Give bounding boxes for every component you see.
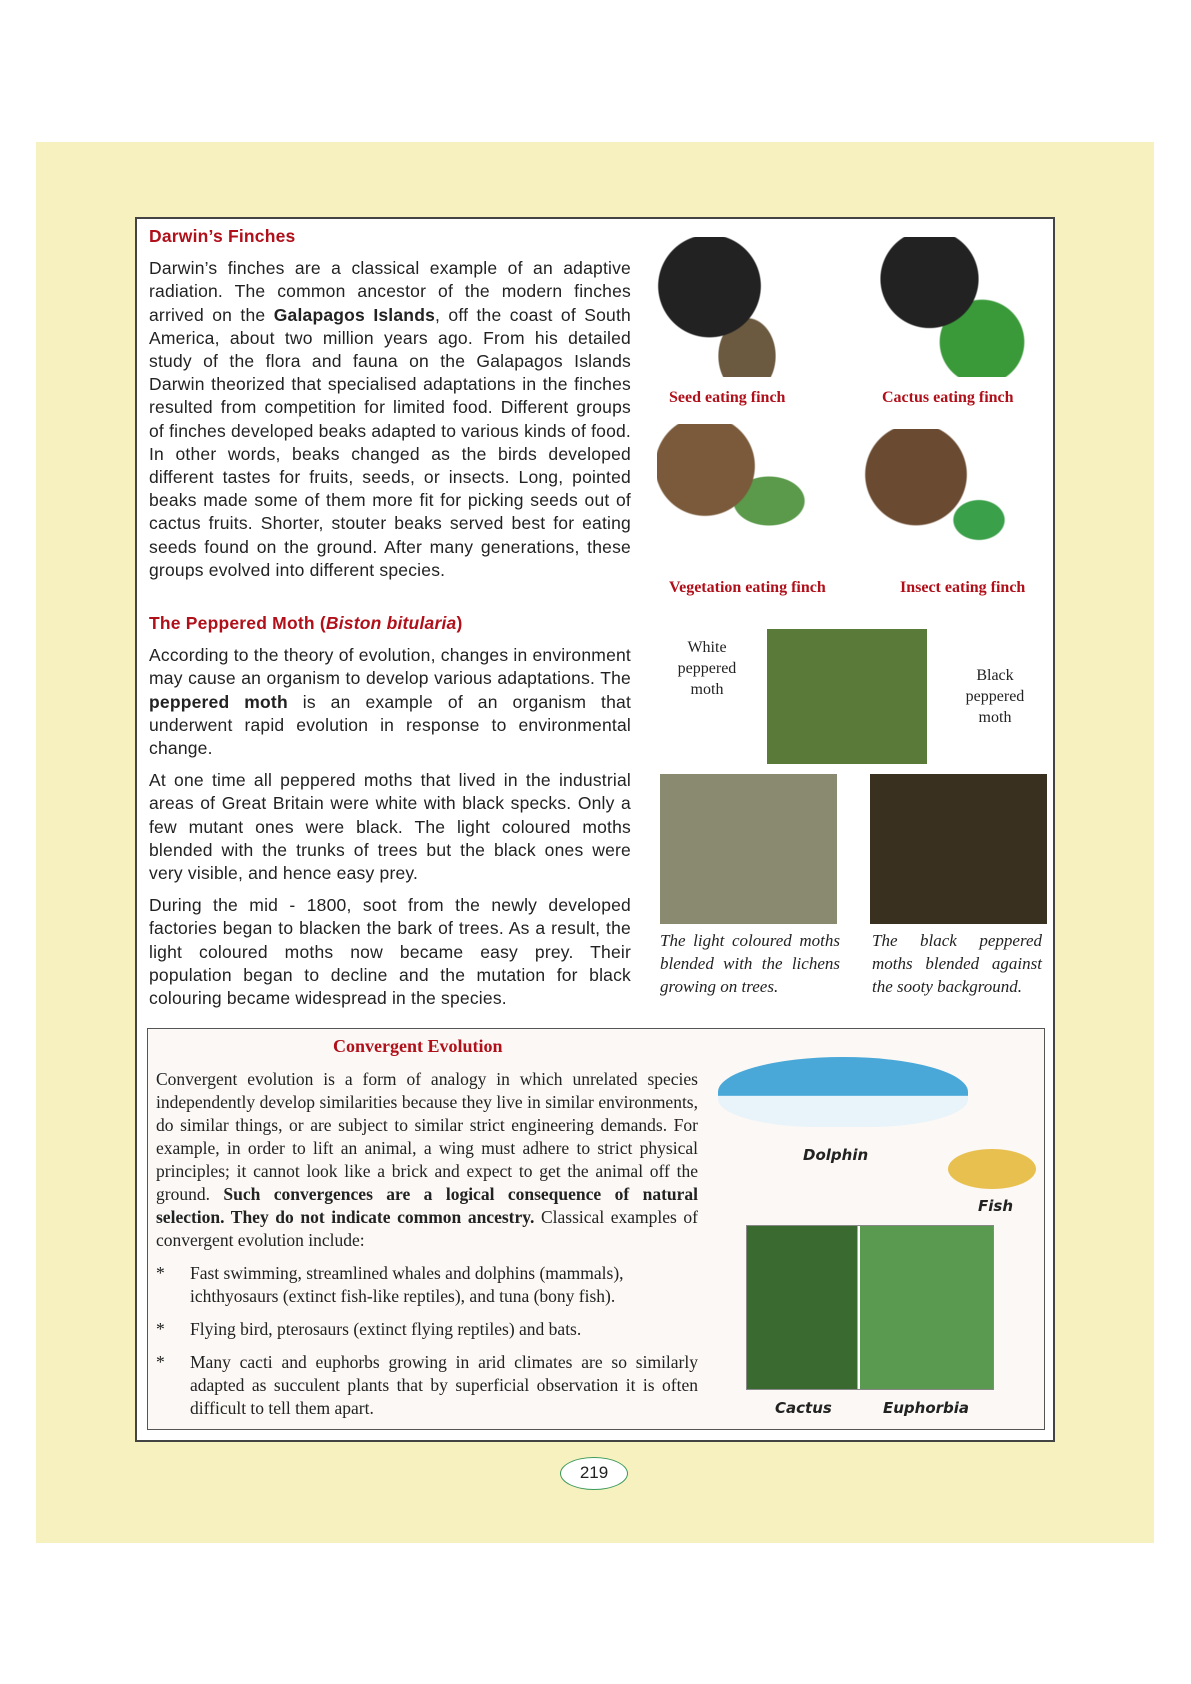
- caption-seed-finch: Seed eating finch: [669, 389, 786, 406]
- finches-heading: Darwin’s Finches: [149, 226, 296, 246]
- label-euphorbia: Euphorbia: [883, 1399, 970, 1417]
- moth-paragraph-2: At one time all peppered moths that lived in the industrial areas of Great Britain were white with black specks. Only a few mutant ones were black. The light coloured moths blended with the trunks of trees but the black ones were very visible, and hence easy prey.: [149, 770, 631, 884]
- label-white-moth: White peppered moth: [677, 639, 737, 698]
- caption-insect-finch: Insect eating finch: [900, 579, 1026, 596]
- list-item: * Fast swimming, streamlined whales and dolphins (mammals), ichthyosaurs (extinct fish-like reptiles), and tuna (bony fish).: [156, 1263, 624, 1306]
- page-number: 219: [560, 1457, 628, 1490]
- peppered-moth-photo: [767, 629, 927, 764]
- convergent-paragraph: Convergent evolution is a form of analogy in which unrelated species independently develop similarities because they live in similar environments, do similar things, or are subject to similar strict engineering demands. For example, in order to lift an animal, a wing must adhere to strict physical principles; it cannot look like a brick and expect to get the animal off the ground. Such convergences are a logical consequence of natural selection. They do not indicate common ancestry. Classical examples of convergent evolution include:: [156, 1069, 699, 1250]
- dolphin-image: [718, 1057, 968, 1127]
- cactus-euphorbia-photo: [746, 1225, 994, 1390]
- fish-image: [948, 1149, 1036, 1189]
- finches-paragraph: Darwin’s finches are a classical example of an adaptive radiation. The common ancestor of the modern finches arrived on the Galapagos Islands, off the coast of South America, about two million years ago. From his detailed study of the flora and fauna on the Galapagos Islands Darwin theorized that specialised adaptations in the finches resulted from competition for limited food. Different groups of finches developed beaks adapted to various kinds of food. In other words, beaks changed as the birds developed different tastes for fruits, seeds, or insects. Long, pointed beaks made some of them more fit for picking seeds out of cactus fruits. Shorter, stouter beaks served best for eating seeds found on the ground. After many generations, these groups evolved into different species.: [149, 258, 631, 580]
- caption-cactus-finch: Cactus eating finch: [882, 389, 1014, 406]
- moth-section: [149, 612, 631, 1019]
- sooty-bark-photo: [870, 774, 1047, 924]
- moth-paragraph-1: According to the theory of evolution, changes in environment may cause an organism to develop various adaptations. The peppered moth is an example of an organism that underwent rapid evolution in response to environmental change.: [149, 645, 632, 759]
- list-item: * Flying bird, pterosaurs (extinct flying reptiles) and bats.: [156, 1319, 582, 1339]
- label-cactus: Cactus: [775, 1399, 832, 1417]
- finches-section: [149, 225, 631, 591]
- label-black-moth: Black peppered moth: [965, 667, 1025, 726]
- label-fish: Fish: [978, 1197, 1013, 1215]
- label-dolphin: Dolphin: [803, 1146, 869, 1164]
- insect-finch-image: [862, 429, 1042, 559]
- caption-light-moths: The light coloured moths blended with the lichens growing on trees.: [660, 931, 840, 996]
- vegetation-finch-image: [657, 424, 817, 564]
- caption-vegetation-finch: Vegetation eating finch: [669, 579, 826, 596]
- convergent-heading: Convergent Evolution: [333, 1036, 503, 1056]
- caption-dark-moths: The black peppered moths blended against the sooty background.: [872, 931, 1042, 996]
- seed-finch-image: [657, 237, 807, 377]
- list-item: * Many cacti and euphorbs growing in arid climates are so similarly adapted as succulent plants that by superficial observation it is often difficult to tell them apart.: [156, 1352, 698, 1418]
- light-bark-photo: [660, 774, 837, 924]
- moth-heading: The Peppered Moth (Biston bitularia): [149, 613, 463, 633]
- cactus-finch-image: [877, 237, 1027, 377]
- convergent-evolution-box: [147, 1028, 1045, 1430]
- moth-paragraph-3: During the mid - 1800, soot from the newly developed factories began to blacken the bark of trees. As a result, the light coloured moths now became easy prey. Their population began to decline and the mutation for black colouring became widespread in the species.: [149, 895, 631, 1009]
- content-frame: [135, 217, 1055, 1442]
